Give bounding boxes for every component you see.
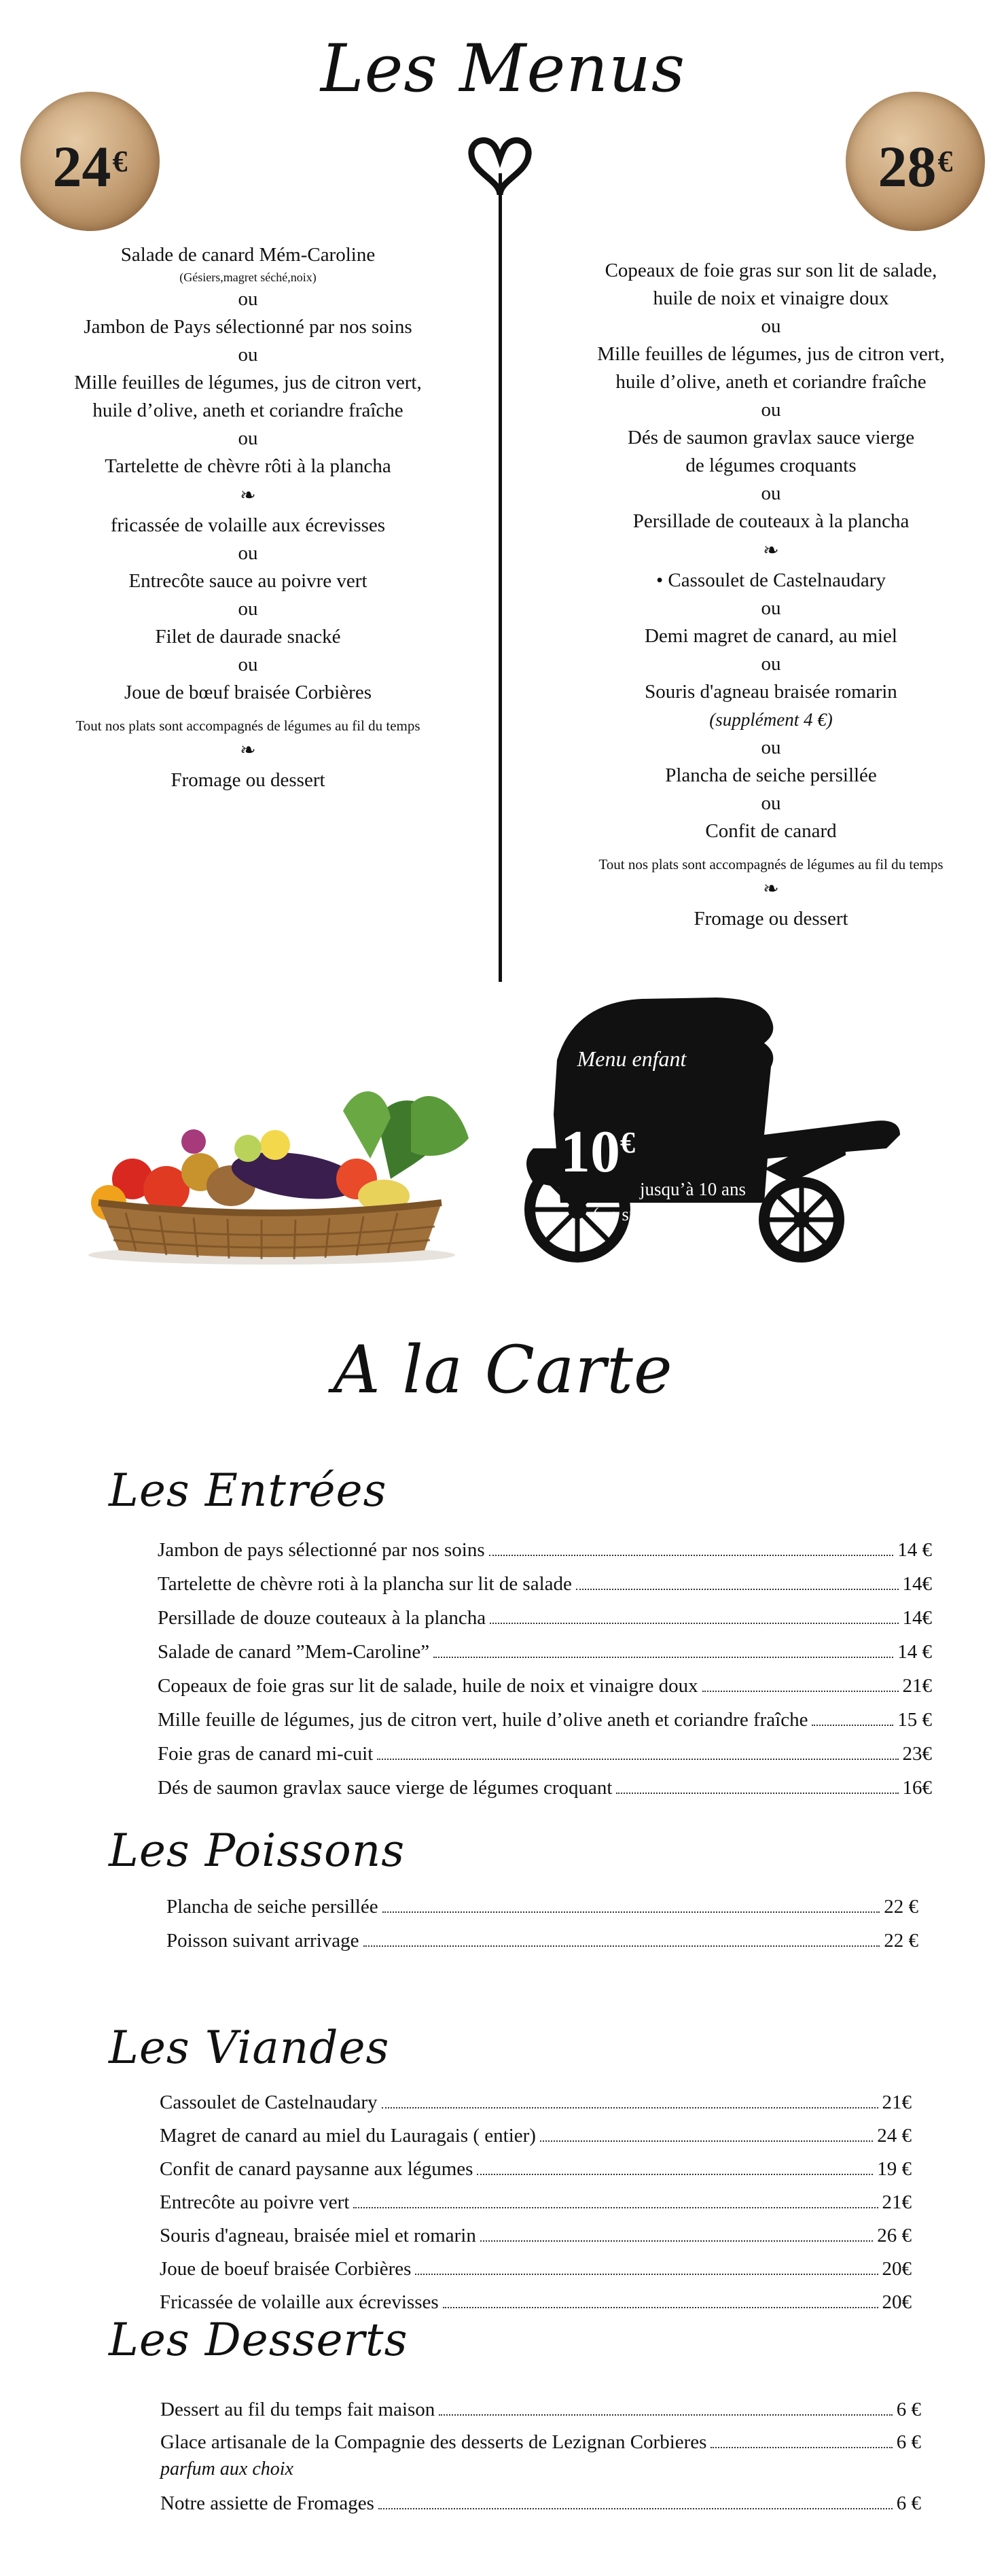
carte-title: A la Carte [333, 1332, 673, 1408]
carte-item-name: Salade de canard ”Mem-Caroline” [158, 1641, 430, 1663]
kids-price-currency: € [620, 1126, 635, 1159]
dot-leader [433, 1657, 893, 1658]
menu-line: Persillade de couteaux à la plancha [632, 510, 910, 532]
carte-item-row [160, 2431, 921, 2454]
carte-item-row [158, 1709, 932, 1731]
kids-menu-drink: (un sirop au choix) [592, 1204, 732, 1224]
menu-line: Entrecôte sauce au poivre vert [128, 570, 367, 592]
carte-item-name: Magret de canard au miel du Lauragais ( entier) [160, 2125, 536, 2147]
dessert-subnote: parfum aux choix [160, 2458, 293, 2480]
fleuron-ornament-icon: ❧ [240, 740, 256, 761]
carte-item-name: Dés de saumon gravlax sauce vierge de légumes croquant [158, 1777, 613, 1799]
menu-line: ou [238, 427, 258, 449]
carte-item-name: Poisson suivant arrivage [166, 1930, 359, 1952]
carte-item-row [158, 1675, 932, 1697]
dot-leader [711, 2447, 892, 2448]
carte-item-name: Foie gras de canard mi-cuit [158, 1743, 374, 1765]
carte-item-row [158, 1777, 932, 1799]
menu-line: huile de noix et vinaigre doux [653, 287, 889, 309]
carte-item-row [158, 1539, 932, 1562]
carte-item-price: 22 € [884, 1896, 918, 1918]
menu-24-price-badge [20, 92, 160, 231]
dot-leader [378, 2508, 893, 2509]
carte-item-row [158, 1641, 932, 1663]
carte-item-price: 20€ [882, 2258, 912, 2280]
dot-leader [616, 1793, 898, 1794]
menu-line: de légumes croquants [685, 455, 857, 476]
dot-leader [812, 1725, 893, 1726]
kids-price-value: 10 [560, 1119, 620, 1185]
carte-item-name: Fricassée de volaille aux écrevisses [160, 2291, 439, 2313]
menu-24-price: 24 [52, 134, 111, 199]
carte-item-price: 24 € [877, 2125, 912, 2147]
carte-item-name: Glace artisanale de la Compagnie des desserts de Lezignan Corbieres [160, 2431, 707, 2453]
menu-28-price-badge [846, 92, 985, 231]
menu-line: Tout nos plats sont accompagnés de légumes au fil du temps [598, 856, 944, 872]
carte-item-price: 6 € [896, 2431, 921, 2453]
carte-item-row [160, 2258, 912, 2280]
carte-item-row [166, 1930, 918, 1952]
menu-line: ou [238, 288, 258, 310]
menu-line: Plancha de seiche persillée [665, 764, 877, 786]
menu-line: Joue de bœuf braisée Corbières [124, 682, 372, 703]
dot-leader [576, 1589, 899, 1590]
carte-item-price: 22 € [884, 1930, 918, 1952]
menu-line: ou [238, 344, 258, 366]
carte-item-name: Dessert au fil du temps fait maison [160, 2399, 435, 2420]
dot-leader [477, 2174, 873, 2175]
menu-line: ou [761, 399, 781, 421]
carte-item-price: 21€ [882, 2191, 912, 2213]
dot-leader [382, 2107, 878, 2109]
dot-leader [439, 2414, 892, 2416]
menu-line: Demi magret de canard, au miel [644, 625, 897, 647]
center-divider [499, 173, 502, 982]
carte-item-row [160, 2399, 921, 2421]
carte-item-price: 14€ [902, 1607, 932, 1629]
vegetable-basket-image [71, 1077, 472, 1267]
menu-line: ou [238, 654, 258, 675]
carte-item-price: 26 € [877, 2225, 912, 2246]
carte-item-price: 21€ [902, 1675, 932, 1697]
dot-leader [489, 1555, 894, 1556]
menu-line: Souris d'agneau braisée romarin [645, 681, 897, 703]
menu-line: Fromage ou dessert [694, 908, 848, 930]
carte-item-name: Copeaux de foie gras sur lit de salade, huile de noix et vinaigre doux [158, 1675, 698, 1697]
fleuron-ornament-icon: ❧ [763, 879, 779, 900]
carte-item-row [160, 2225, 912, 2247]
menu-line: ou [761, 737, 781, 758]
carte-item-name: Persillade de douze couteaux à la plancha [158, 1607, 486, 1629]
carte-item-row [160, 2092, 912, 2114]
menu-line: (supplément 4 €) [709, 709, 833, 730]
carte-item-price: 20€ [882, 2291, 912, 2313]
carte-item-name: Joue de boeuf braisée Corbières [160, 2258, 412, 2280]
carte-item-price: 14€ [902, 1573, 932, 1595]
menu-line: Mille feuilles de légumes, jus de citron vert, [74, 372, 422, 393]
fleuron-ornament-icon: ❧ [763, 540, 779, 561]
menu-line: ou [761, 792, 781, 814]
carte-item-price: 19 € [877, 2158, 912, 2180]
dot-leader [363, 1945, 880, 1947]
dot-leader [702, 1691, 899, 1692]
kids-menu-price [560, 1118, 655, 1186]
fleuron-ornament-icon: ❧ [240, 485, 256, 506]
page-title: Les Menus [320, 31, 686, 107]
carte-item-row [160, 2291, 912, 2314]
carte-item-row [160, 2191, 912, 2214]
dot-leader [490, 1623, 898, 1624]
menu-line: ou [238, 542, 258, 564]
carte-item-name: Tartelette de chèvre roti à la plancha sur lit de salade [158, 1573, 572, 1595]
menu-line: Mille feuilles de légumes, jus de citron vert, [597, 343, 945, 365]
menu-line: huile d’olive, aneth et coriandre fraîche [92, 400, 403, 421]
carte-item-row [158, 1607, 932, 1629]
menu-line: Jambon de Pays sélectionné par nos soins [84, 316, 412, 338]
carte-item-row [160, 2158, 912, 2181]
dot-leader [540, 2140, 873, 2142]
carte-item-price: 14 € [897, 1539, 932, 1561]
menu-line: huile d’olive, aneth et coriandre fraîche [615, 371, 927, 393]
carte-item-row [160, 2125, 912, 2147]
carte-item-name: Entrecôte au poivre vert [160, 2191, 350, 2213]
carte-item-name: Mille feuille de légumes, jus de citron vert, huile d’olive aneth et coriandre fraîche [158, 1709, 808, 1731]
section-title-viandes: Les Viandes [109, 2022, 390, 2074]
menu-line: ou [761, 597, 781, 619]
section-title-poissons: Les Poissons [109, 1824, 406, 1877]
section-title-entrees: Les Entrées [109, 1464, 387, 1517]
carte-item-price: 21€ [882, 2092, 912, 2113]
menu-28-column [554, 257, 988, 933]
menu-line: Confit de canard [705, 820, 837, 842]
menu-28-price: 28 [878, 134, 937, 199]
menu-28-currency: € [937, 145, 953, 178]
carte-item-row [158, 1743, 932, 1765]
menu-line: fricassée de volaille aux écrevisses [110, 514, 386, 536]
carte-item-price: 6 € [896, 2492, 921, 2514]
menu-line: Tout nos plats sont accompagnés de légumes au fil du temps [75, 718, 420, 734]
kids-menu-title: Menu enfant [577, 1046, 687, 1071]
carte-item-price: 6 € [896, 2399, 921, 2420]
menu-line: Filet de daurade snacké [155, 626, 341, 648]
carte-item-name: Souris d'agneau, braisée miel et romarin [160, 2225, 476, 2246]
menu-line: Salade de canard Mém-Caroline [120, 244, 376, 266]
carte-item-price: 14 € [897, 1641, 932, 1663]
carte-item-name: Notre assiette de Fromages [160, 2492, 374, 2514]
menu-line: ou [761, 653, 781, 675]
menu-line: Tartelette de chèvre rôti à la plancha [105, 455, 391, 477]
dot-leader [480, 2240, 873, 2242]
dot-leader [382, 1911, 880, 1913]
carte-item-row [160, 2492, 921, 2515]
carte-item-name: Plancha de seiche persillée [166, 1896, 378, 1918]
carte-item-price: 16€ [902, 1777, 932, 1799]
carte-item-row [166, 1896, 918, 1918]
menu-line: Copeaux de foie gras sur son lit de salade, [605, 260, 937, 281]
carte-item-price: 23€ [902, 1743, 932, 1765]
menu-line: • Cassoulet de Castelnaudary [656, 569, 886, 591]
menu-line: ou [761, 482, 781, 504]
menu-24-column [31, 241, 465, 794]
carte-item-price: 15 € [897, 1709, 932, 1731]
menu-line: ou [238, 598, 258, 620]
carte-item-name: Confit de canard paysanne aux légumes [160, 2158, 473, 2180]
dot-leader [415, 2274, 878, 2275]
section-title-desserts: Les Desserts [109, 2314, 408, 2366]
kids-menu-age: jusqu’à 10 ans [640, 1179, 746, 1199]
dot-leader [443, 2307, 878, 2308]
menu-line: ou [761, 315, 781, 337]
carte-item-row [158, 1573, 932, 1595]
carte-item-name: Jambon de pays sélectionné par nos soins [158, 1539, 485, 1561]
menu-24-currency: € [112, 145, 128, 178]
carte-item-name: Cassoulet de Castelnaudary [160, 2092, 378, 2113]
carriage-silhouette-image [492, 978, 914, 1284]
dot-leader [353, 2207, 878, 2208]
menu-line: Fromage ou dessert [170, 769, 325, 791]
menu-line: (Gésiers,magret séché,noix) [179, 270, 317, 284]
menu-line: Dés de saumon gravlax sauce vierge [627, 427, 915, 448]
dot-leader [377, 1759, 898, 1760]
